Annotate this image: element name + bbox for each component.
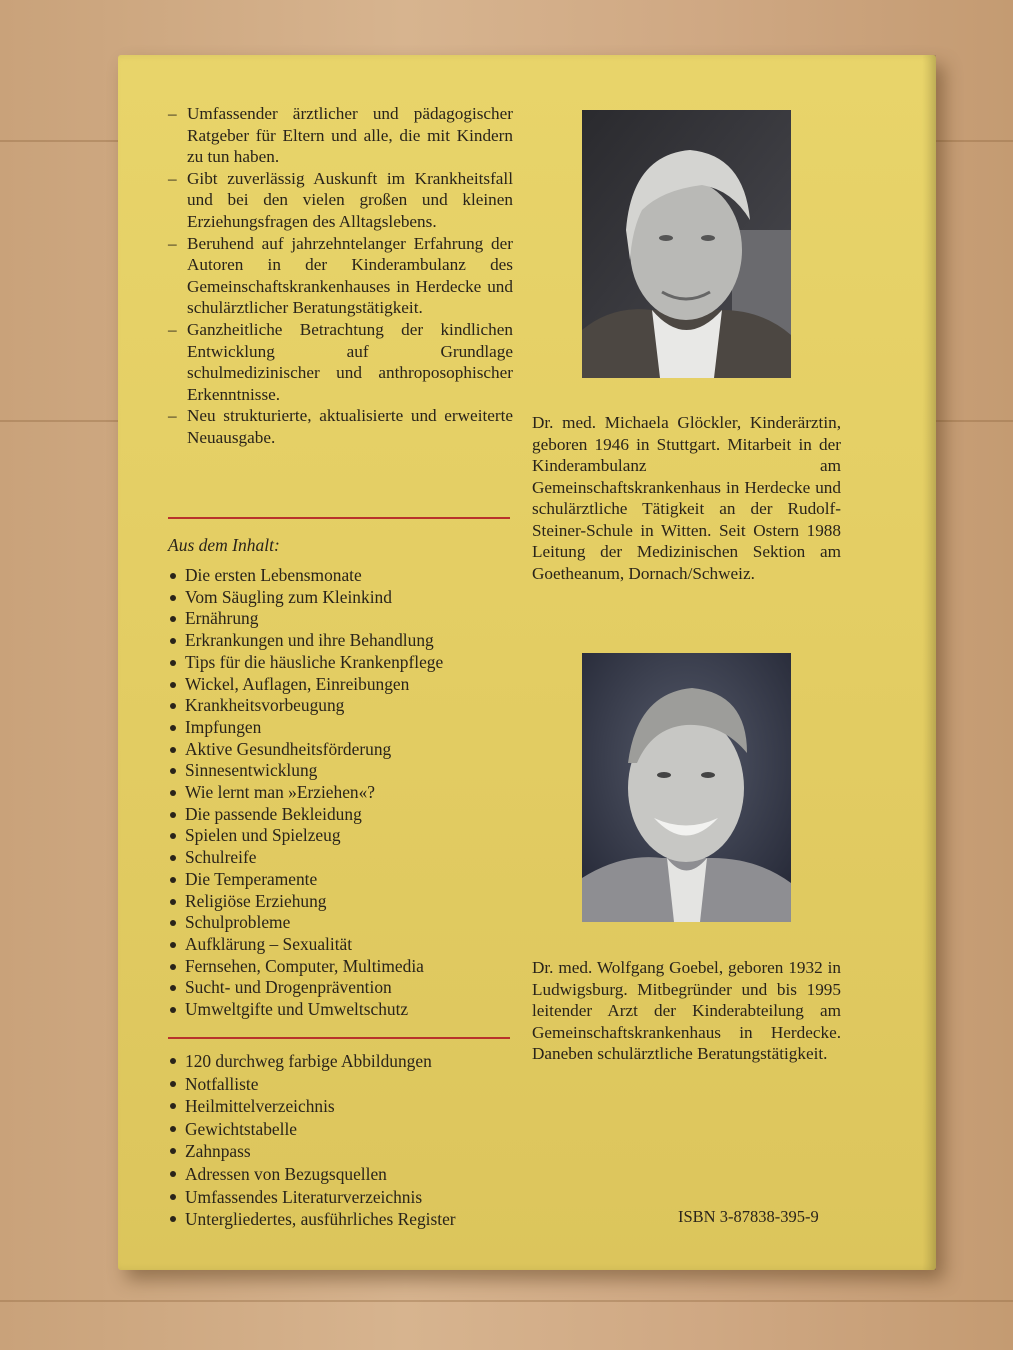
portrait-woman-icon — [582, 110, 791, 378]
bullet-icon — [170, 595, 176, 601]
bullet-icon — [170, 1171, 176, 1177]
list-item: Die passende Bekleidung — [168, 804, 443, 826]
bullet-icon — [170, 682, 176, 688]
bullet-icon — [170, 833, 176, 839]
bullet-icon — [170, 1081, 176, 1087]
bullet-icon — [170, 703, 176, 709]
blurb-list — [168, 103, 513, 449]
blurb-item: – Gibt zuverlässig Auskunft im Krankheitsfall und bei den vielen großen und kleinen Erziehungsfragen des Alltagslebens. — [168, 168, 513, 231]
red-divider — [168, 1037, 510, 1039]
bullet-icon — [170, 985, 176, 991]
bullet-icon — [170, 1103, 176, 1109]
list-item: Fernsehen, Computer, Multimedia — [168, 956, 443, 978]
bullet-icon — [170, 1148, 176, 1154]
bullet-icon — [170, 899, 176, 905]
book-back-cover — [118, 55, 936, 1270]
contents-heading: Aus dem Inhalt: — [168, 535, 280, 555]
list-item: Adressen von Bezugsquellen — [168, 1163, 456, 1186]
list-item: Schulprobleme — [168, 912, 443, 934]
list-item: Notfalliste — [168, 1073, 456, 1096]
bullet-icon — [170, 660, 176, 666]
bullet-icon — [170, 1194, 176, 1200]
list-item: Schulreife — [168, 847, 443, 869]
list-item: Gewichtstabelle — [168, 1118, 456, 1141]
list-item: Aufklärung – Sexualität — [168, 934, 443, 956]
wood-grain — [0, 1300, 1013, 1302]
bullet-icon — [170, 725, 176, 731]
list-item: Vom Säugling zum Kleinkind — [168, 587, 443, 609]
blurb-item: – Ganzheitliche Betrachtung der kindlichen Entwicklung auf Grundlage schulmedizinischer und anthroposophischer Erkenntnisse. — [168, 319, 513, 404]
bullet-icon — [170, 616, 176, 622]
bullet-icon — [170, 855, 176, 861]
blurb-item: – Beruhend auf jahrzehntelanger Erfahrung der Autoren in der Kinderambulanz des Gemeinschaftskrankenhauses in Herdecke und schulärztlicher Beratungstätigkeit. — [168, 233, 513, 318]
list-item: Religiöse Erziehung — [168, 891, 443, 913]
bullet-icon — [170, 942, 176, 948]
bullet-icon — [170, 877, 176, 883]
list-item: Sucht- und Drogenprävention — [168, 977, 443, 999]
list-item: Untergliedertes, ausführliches Register — [168, 1208, 456, 1231]
bullet-icon — [170, 1007, 176, 1013]
list-item: Erkrankungen und ihre Behandlung — [168, 630, 443, 652]
bullet-icon — [170, 1216, 176, 1222]
list-item: Tips für die häusliche Krankenpflege — [168, 652, 443, 674]
bullet-icon — [170, 1126, 176, 1132]
features-list — [168, 1050, 456, 1231]
author-bio-goebel: Dr. med. Wolfgang Goebel, geboren 1932 in Ludwigsburg. Mitbegründer und bis 1995 leitender Arzt der Kinderabteilung am Gemeinschaftskrankenhaus in Herdecke. Daneben schulärztliche Beratungstätigkeit. — [532, 958, 841, 1063]
list-item: Wie lernt man »Erziehen«? — [168, 782, 443, 804]
bullet-icon — [170, 964, 176, 970]
red-divider — [168, 517, 510, 519]
list-item: Die Temperamente — [168, 869, 443, 891]
list-item: Die ersten Lebensmonate — [168, 565, 443, 587]
author-photo-gloeckler — [582, 110, 791, 378]
bullet-icon — [170, 920, 176, 926]
list-item: Spielen und Spielzeug — [168, 825, 443, 847]
bullet-icon — [170, 768, 176, 774]
cover-edge — [922, 55, 936, 1270]
blurb-item: – Umfassender ärztlicher und pädagogischer Ratgeber für Eltern und alle, die mit Kindern zu tun haben. — [168, 104, 513, 167]
bullet-icon — [170, 747, 176, 753]
bullet-icon — [170, 812, 176, 818]
list-item: Ernährung — [168, 608, 443, 630]
list-item: Umfassendes Literaturverzeichnis — [168, 1186, 456, 1209]
author-bio-gloeckler: Dr. med. Michaela Glöckler, Kinderärztin, geboren 1946 in Stuttgart. Mitarbeit in der Kinderambulanz am Gemeinschaftskrankenhaus in Herdecke und schulärztliche Tätigkeit an der Rudolf-Steiner-Schule in Witten. Seit Ostern 1988 Leitung der Medizinischen Sektion am Goetheanum, Dornach/Schweiz. — [532, 413, 841, 583]
bullet-icon — [170, 638, 176, 644]
portrait-man-icon — [582, 653, 791, 922]
list-item: Umweltgifte und Umweltschutz — [168, 999, 443, 1021]
list-item: Krankheitsvorbeugung — [168, 695, 443, 717]
blurb-item: – Neu strukturierte, aktualisierte und erweiterte Neuausgabe. — [168, 406, 513, 447]
bullet-icon — [170, 1058, 176, 1064]
list-item: Sinnesentwicklung — [168, 760, 443, 782]
list-item: Impfungen — [168, 717, 443, 739]
bullet-icon — [170, 573, 176, 579]
list-item: Zahnpass — [168, 1140, 456, 1163]
blurb-column — [168, 103, 513, 449]
list-item: Aktive Gesundheitsförderung — [168, 739, 443, 761]
list-item: Wickel, Auflagen, Einreibungen — [168, 674, 443, 696]
bullet-icon — [170, 790, 176, 796]
contents-list — [168, 565, 443, 1021]
list-item: 120 durchweg farbige Abbildungen — [168, 1050, 456, 1073]
list-item: Heilmittelverzeichnis — [168, 1095, 456, 1118]
author-photo-goebel — [582, 653, 791, 922]
isbn-number: ISBN 3-87838-395-9 — [678, 1207, 819, 1226]
